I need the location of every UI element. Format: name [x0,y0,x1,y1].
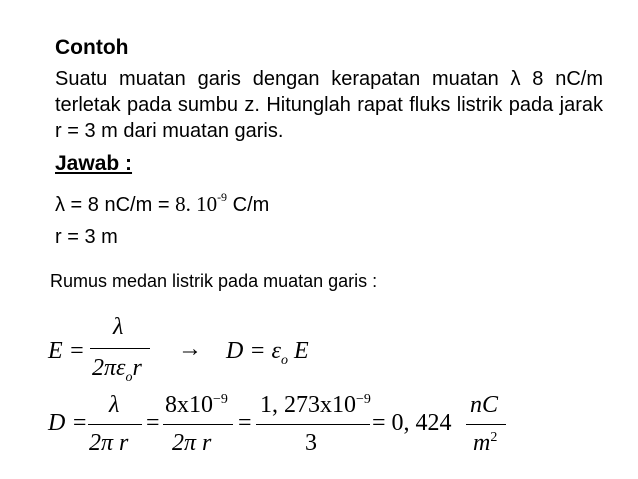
eq2-lhs: D = [48,410,88,436]
eq2-unit-numerator: nC [470,392,499,418]
eq1-denominator: $2\pi\varepsilon_or$ [92,355,142,385]
eq2-frac2-numerator: $8x10^{-9}$ [165,392,228,418]
arrow-icon: → [178,336,202,362]
formula-label: Rumus medan listrik pada muatan garis : [50,271,378,291]
eq2-result: = 0, 424 [372,410,452,436]
given-r: r = 3 m [55,226,118,248]
eq2-equals-b: = [238,410,252,436]
problem-statement: Suatu muatan garis dengan kerapatan muatan λ 8 nC/m terletak pada sumbu z. Hitunglah rapat fluks listrik pada jarak r = 3 m dari muatan garis. [55,68,603,142]
eq1-numerator: λ [113,314,124,340]
eq2-unit-denominator: $m^2$ [473,430,498,456]
eq1-rhs: $D = \varepsilon_o$ E [226,338,309,368]
eq2-frac2-denominator: 2π r [172,430,212,456]
eq1-lhs: E = [48,338,85,364]
answer-label: Jawab : [55,152,133,175]
example-title: Contoh [55,36,129,59]
lambda-number: 8. 10 [175,192,218,216]
eq1-fraction-line [90,348,150,349]
eq2-frac1-denominator: 2π r [89,430,129,456]
eq2-equals-a: = [146,410,160,436]
lambda-exponent: -9 [217,190,228,205]
eq2-frac3-line [256,424,370,425]
eq2-frac1-numerator: λ [109,392,120,418]
eq2-frac2-line [163,424,233,425]
eq2-frac3-denominator: 3 [305,430,317,456]
eq2-frac3-numerator: 1, $273x10^{-9}$ [260,392,371,418]
given-lambda [55,192,269,217]
eq2-unit-line [466,424,506,425]
lambda-lead: λ = 8 nC/m = [55,194,176,216]
eq2-frac1-line [88,424,142,425]
lambda-unit: C/m [227,194,270,216]
